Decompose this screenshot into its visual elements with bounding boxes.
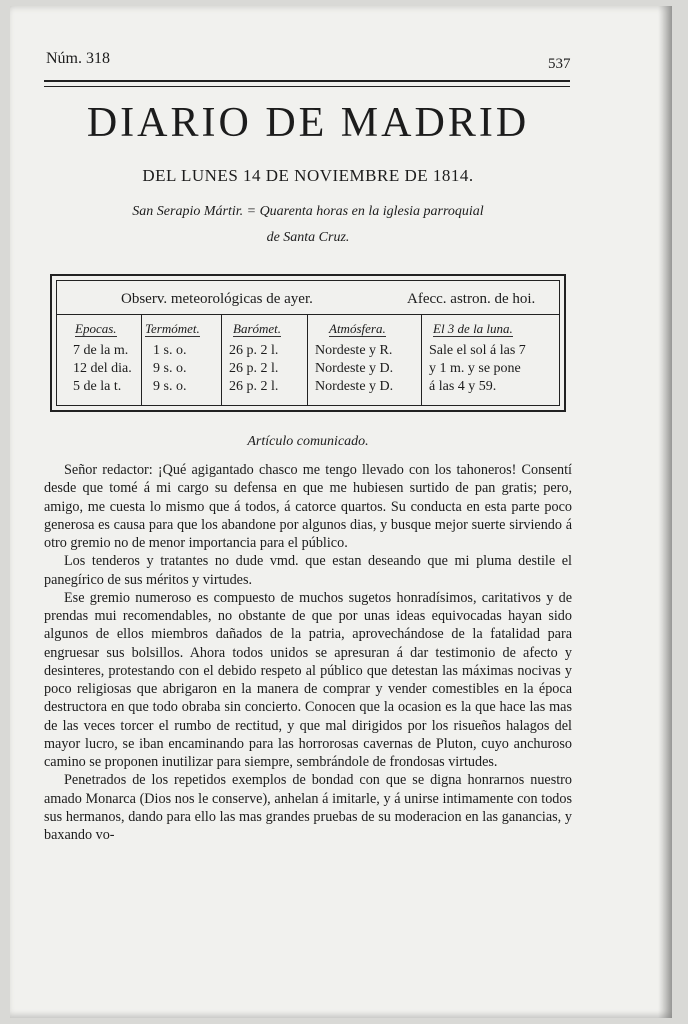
astro-line: á las 4 y 59. <box>429 379 497 394</box>
weather-heading: Observ. meteorológicas de ayer. <box>121 291 313 307</box>
therm-cell: 9 s. o. <box>153 361 187 376</box>
epoch-cell: 5 de la t. <box>73 379 122 394</box>
heading-divider <box>57 314 559 315</box>
saint-line-2: de Santa Cruz. <box>266 230 350 245</box>
masthead-title: DIARIO DE MADRID <box>86 100 530 146</box>
masthead-rule-thick <box>44 80 570 82</box>
col-divider <box>141 315 142 405</box>
saint-line: San Serapio Mártir. = Quarenta horas en la iglesia parroquial <box>132 204 484 219</box>
weather-table-inner <box>56 280 560 406</box>
col-header-therm: Termómet. <box>145 321 200 336</box>
astro-line: Sale el sol á las 7 <box>429 343 526 358</box>
col-header-astro: El 3 de la luna. <box>433 321 513 336</box>
article-paragraph: Penetrados de los repetidos exemplos de bondad con que se digna honrarnos nuestro amado Monarca (Dios nos le conserve), anhelan á imitarle, y á unirse intimamente con todos sus hermanos, dando para ello las mas grandes pruebas de su moderacion en las ganancias, y baxando vo- <box>44 772 572 843</box>
article-paragraph: Los tenderos y tratantes no dude vmd. que estan deseando que mi pluma destile el panegírico de sus méritos y virtudes. <box>44 553 572 588</box>
barom-cell: 26 p. 2 l. <box>229 361 279 376</box>
therm-cell: 1 s. o. <box>153 343 187 358</box>
epoch-cell: 7 de la m. <box>73 343 129 358</box>
page-edge-shadow <box>658 6 672 1018</box>
article-paragraph: Señor redactor: ¡Qué agigantado chasco me tengo llevado con los tahoneros! Consentí desde que tomé á mi cargo su defensa en que me hubiesen surtido de pan gratis; pero, amigo, me cuesta lo mismo que á todos, á catorce quartos. Su conducta en esta parte poco generosa es causa para que los abandone por algunos dias, y busque mejor suerte sirviendo á otro gremio no de menor importancia para el público. <box>44 462 572 551</box>
atmos-cell: Nordeste y D. <box>315 379 394 394</box>
issue-number: Núm. 318 <box>46 50 110 67</box>
col-header-barom: Barómet. <box>233 321 282 336</box>
col-divider <box>421 315 422 405</box>
page-number: 537 <box>548 56 571 72</box>
masthead-rule-thin <box>44 86 570 87</box>
col-divider <box>221 315 222 405</box>
atmos-cell: Nordeste y D. <box>315 361 394 376</box>
barom-cell: 26 p. 2 l. <box>229 379 279 394</box>
weather-table <box>50 274 566 412</box>
article-title: Artículo comunicado. <box>247 434 369 449</box>
col-header-epoch: Epocas. <box>75 321 117 336</box>
newspaper-page <box>10 6 672 1018</box>
therm-cell: 9 s. o. <box>153 379 187 394</box>
article-paragraph: Ese gremio numeroso es compuesto de muchos sugetos honradísimos, caritativos y de prendas mui recomendables, no obstante de que por unas ideas equivocadas hayan sido algunos de ellos miembros dañados de la patria, aprovechándose de la fatalidad para engruesar sus bolsillos. Ahora todos unidos se apresuran á dar testimonio de afecto y desinteres, protestando con el debido respeto al público que detestan las máximas nocivas y poco religiosas que abrigaron en la manera de comprar y vender comestibles en la época destructora en que todo obraba sin concierto. Conocen que la ocasion es la que hace las mas de las veces torcer el rumbo de rectitud, y que mal dirigidos por los risueños halagos del mayor lucro, se iban encaminando para las horrorosas cavernas de Pluton, cuyo anchuroso camino se proponen inutilizar para siempre, sembrándole de frondosas virtudes. <box>44 589 572 770</box>
saint-of-day <box>44 199 572 251</box>
article-body <box>44 461 572 844</box>
col-header-atmos: Atmósfera. <box>329 321 386 336</box>
astro-line: y 1 m. y se pone <box>429 361 521 376</box>
issue-date: DEL LUNES 14 DE NOVIEMBRE DE 1814. <box>142 166 474 185</box>
epoch-cell: 12 del dia. <box>73 361 132 376</box>
astro-heading: Afecc. astron. de hoi. <box>407 291 536 307</box>
barom-cell: 26 p. 2 l. <box>229 343 279 358</box>
atmos-cell: Nordeste y R. <box>315 343 393 358</box>
col-divider <box>307 315 308 405</box>
